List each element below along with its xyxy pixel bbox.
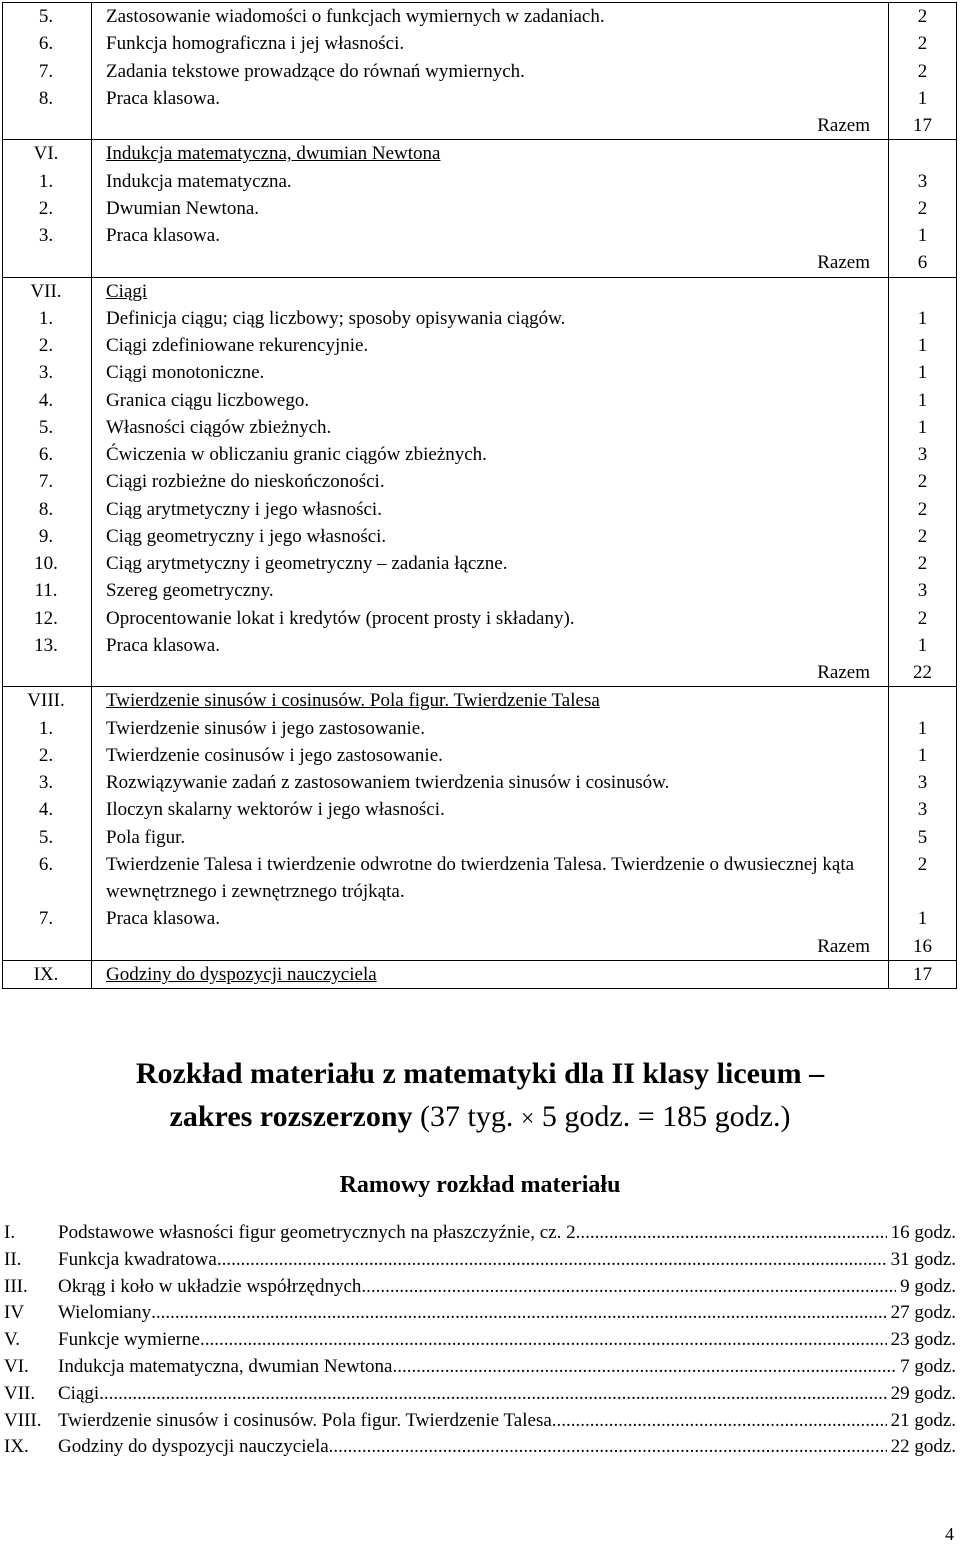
- row-hours: 2: [889, 30, 957, 57]
- row-number: 9.: [3, 523, 92, 550]
- framework-hours: 23 godz.: [890, 1329, 956, 1351]
- row-number: 13.: [3, 632, 92, 659]
- row-number: 8.: [3, 85, 92, 112]
- heading-line-2: [0, 1096, 960, 1140]
- row-hours: 1: [889, 387, 957, 414]
- framework-item: [4, 1327, 956, 1354]
- framework-title: Okrąg i koło w układzie współrzędnych: [58, 1275, 362, 1297]
- heading-weeks: (37 tyg.: [412, 1100, 521, 1133]
- row-hours: 3: [889, 796, 957, 823]
- framework-number: III.: [4, 1275, 28, 1297]
- row-number: [3, 659, 92, 687]
- syllabus-row: [3, 742, 957, 769]
- framework-item: [4, 1408, 956, 1435]
- row-number: 7.: [3, 468, 92, 495]
- framework-hours: 22 godz.: [890, 1436, 956, 1458]
- row-topic: Dwumian Newtona.: [92, 195, 889, 222]
- row-hours: 3: [889, 769, 957, 796]
- row-number: 11.: [3, 577, 92, 604]
- framework-hours: 29 godz.: [890, 1382, 956, 1404]
- framework-title: Ciągi: [58, 1382, 100, 1404]
- syllabus-row: [3, 715, 957, 742]
- syllabus-row: [3, 933, 957, 961]
- syllabus-row: [3, 632, 957, 659]
- row-hours: 16: [889, 933, 957, 961]
- row-topic: Rozwiązywanie zadań z zastosowaniem twierdzenia sinusów i cosinusów.: [92, 769, 889, 796]
- framework-list: [4, 1220, 956, 1461]
- row-number: 4.: [3, 796, 92, 823]
- framework-hours: 31 godz.: [890, 1248, 956, 1270]
- syllabus-row: [3, 195, 957, 222]
- row-hours: [889, 277, 957, 305]
- heading-hours: 5 godz. = 185 godz.): [534, 1100, 791, 1133]
- syllabus-row: [3, 550, 957, 577]
- row-number: [3, 933, 92, 961]
- row-number: 6.: [3, 441, 92, 468]
- row-number: 1.: [3, 305, 92, 332]
- row-topic: Twierdzenie Talesa i twierdzenie odwrotne do twierdzenia Talesa. Twierdzenie o dwusiecznej kąta wewnętrznego i zewnętrznego trójkąta.: [92, 851, 889, 906]
- row-hours: 1: [889, 905, 957, 932]
- row-topic: Funkcja homograficzna i jej własności.: [92, 30, 889, 57]
- row-number: VI.: [3, 140, 92, 168]
- row-number: 2.: [3, 332, 92, 359]
- page-number: 4: [945, 1524, 954, 1544]
- row-topic: Ciąg arytmetyczny i geometryczny – zadania łączne.: [92, 550, 889, 577]
- syllabus-row: [3, 112, 957, 140]
- leader-dots: [552, 1408, 887, 1435]
- row-hours: 17: [889, 960, 957, 988]
- framework-item: [4, 1354, 956, 1381]
- row-number: 5.: [3, 414, 92, 441]
- row-number: 6.: [3, 30, 92, 57]
- syllabus-row: [3, 905, 957, 932]
- framework-item: [4, 1220, 956, 1247]
- row-hours: 2: [889, 605, 957, 632]
- row-hours: [889, 687, 957, 715]
- leader-dots: [361, 1274, 896, 1301]
- row-hours: 1: [889, 715, 957, 742]
- section-title: Godziny do dyspozycji nauczyciela: [92, 960, 889, 988]
- row-total-label: Razem: [92, 112, 889, 140]
- row-topic: Praca klasowa.: [92, 905, 889, 932]
- leader-dots: [151, 1300, 886, 1327]
- framework-number: II.: [4, 1248, 22, 1270]
- row-number: 7.: [3, 58, 92, 85]
- syllabus-row: [3, 687, 957, 715]
- syllabus-row: [3, 168, 957, 195]
- row-number: 2.: [3, 195, 92, 222]
- framework-item: [4, 1274, 956, 1301]
- framework-number: IX.: [4, 1436, 29, 1458]
- framework-item: [4, 1434, 956, 1461]
- row-hours: 1: [889, 742, 957, 769]
- times-icon: ×: [520, 1106, 535, 1132]
- framework-hours: 9 godz.: [900, 1275, 956, 1297]
- row-hours: 3: [889, 441, 957, 468]
- row-number: 7.: [3, 905, 92, 932]
- row-number: [3, 112, 92, 140]
- row-topic: Ciągi rozbieżne do nieskończoności.: [92, 468, 889, 495]
- row-total-label: Razem: [92, 933, 889, 961]
- leader-dots: [393, 1354, 897, 1381]
- row-number: 5.: [3, 3, 92, 31]
- row-topic: Praca klasowa.: [92, 85, 889, 112]
- framework-number: IV: [4, 1302, 25, 1324]
- syllabus-row: [3, 468, 957, 495]
- syllabus-row: [3, 960, 957, 988]
- row-hours: 1: [889, 632, 957, 659]
- row-topic: Pola figur.: [92, 824, 889, 851]
- syllabus-row: [3, 140, 957, 168]
- row-topic: Indukcja matematyczna.: [92, 168, 889, 195]
- row-number: 2.: [3, 742, 92, 769]
- syllabus-row: [3, 332, 957, 359]
- row-hours: 1: [889, 222, 957, 249]
- leader-dots: [217, 1247, 887, 1274]
- row-topic: Ciągi zdefiniowane rekurencyjnie.: [92, 332, 889, 359]
- heading-line-1: Rozkład materiału z matematyki dla II klasy liceum –: [135, 1057, 825, 1090]
- row-number: 3.: [3, 359, 92, 386]
- syllabus-row: [3, 277, 957, 305]
- row-number: 8.: [3, 496, 92, 523]
- framework-title: Funkcje wymierne: [58, 1329, 200, 1351]
- row-number: 1.: [3, 168, 92, 195]
- row-topic: Ciąg geometryczny i jego własności.: [92, 523, 889, 550]
- syllabus-row: [3, 359, 957, 386]
- row-hours: 5: [889, 824, 957, 851]
- row-hours: 3: [889, 577, 957, 604]
- syllabus-row: [3, 796, 957, 823]
- row-number: VII.: [3, 277, 92, 305]
- row-topic: Zastosowanie wiadomości o funkcjach wymiernych w zadaniach.: [92, 3, 889, 31]
- row-hours: 2: [889, 468, 957, 495]
- syllabus-row: [3, 605, 957, 632]
- row-hours: 1: [889, 414, 957, 441]
- row-hours: 2: [889, 851, 957, 906]
- syllabus-row: [3, 659, 957, 687]
- section-title: Ciągi: [92, 277, 889, 305]
- row-topic: Oprocentowanie lokat i kredytów (procent prosty i składany).: [92, 605, 889, 632]
- row-topic: Twierdzenie sinusów i jego zastosowanie.: [92, 715, 889, 742]
- row-number: 1.: [3, 715, 92, 742]
- row-topic: Praca klasowa.: [92, 632, 889, 659]
- row-total-label: Razem: [92, 659, 889, 687]
- row-topic: Twierdzenie cosinusów i jego zastosowanie.: [92, 742, 889, 769]
- row-hours: 3: [889, 168, 957, 195]
- row-hours: 17: [889, 112, 957, 140]
- row-hours: [889, 140, 957, 168]
- framework-title: Godziny do dyspozycji nauczyciela: [58, 1436, 329, 1458]
- framework-title: Wielomiany: [58, 1302, 152, 1324]
- row-number: 10.: [3, 550, 92, 577]
- row-topic: Zadania tekstowe prowadzące do równań wymiernych.: [92, 58, 889, 85]
- syllabus-row: [3, 3, 957, 31]
- syllabus-row: [3, 414, 957, 441]
- row-hours: 1: [889, 332, 957, 359]
- row-topic: Ciąg arytmetyczny i jego własności.: [92, 496, 889, 523]
- row-number: 3.: [3, 769, 92, 796]
- row-topic: Granica ciągu liczbowego.: [92, 387, 889, 414]
- syllabus-row: [3, 577, 957, 604]
- row-hours: 1: [889, 359, 957, 386]
- row-hours: 2: [889, 195, 957, 222]
- framework-title: Funkcja kwadratowa: [58, 1248, 217, 1270]
- framework-item: [4, 1247, 956, 1274]
- leader-dots: [200, 1327, 887, 1354]
- row-hours: 2: [889, 58, 957, 85]
- row-number: 5.: [3, 824, 92, 851]
- syllabus-body: [3, 3, 957, 989]
- syllabus-row: [3, 851, 957, 906]
- syllabus-row: [3, 305, 957, 332]
- row-topic: Szereg geometryczny.: [92, 577, 889, 604]
- row-hours: 6: [889, 249, 957, 277]
- leader-dots: [576, 1220, 887, 1247]
- framework-hours: 7 godz.: [900, 1355, 956, 1377]
- framework-number: VIII.: [4, 1409, 42, 1431]
- syllabus-row: [3, 249, 957, 277]
- row-topic: Praca klasowa.: [92, 222, 889, 249]
- row-hours: 2: [889, 3, 957, 31]
- row-number: 4.: [3, 387, 92, 414]
- syllabus-row: [3, 496, 957, 523]
- syllabus-row: [3, 58, 957, 85]
- row-hours: 2: [889, 523, 957, 550]
- framework-hours: 16 godz.: [890, 1222, 956, 1243]
- row-topic: Własności ciągów zbieżnych.: [92, 414, 889, 441]
- framework-title: Indukcja matematyczna, dwumian Newtona: [58, 1355, 393, 1377]
- row-number: 3.: [3, 222, 92, 249]
- framework-title: Podstawowe własności figur geometrycznych na płaszczyźnie, cz. 2: [58, 1222, 576, 1243]
- syllabus-table: [2, 2, 957, 989]
- framework-number: VI.: [4, 1355, 29, 1377]
- syllabus-row: [3, 30, 957, 57]
- syllabus-row: [3, 85, 957, 112]
- row-topic: Ciągi monotoniczne.: [92, 359, 889, 386]
- row-total-label: Razem: [92, 249, 889, 277]
- row-topic: Ćwiczenia w obliczaniu granic ciągów zbieżnych.: [92, 441, 889, 468]
- leader-dots: [99, 1381, 886, 1408]
- syllabus-row: [3, 523, 957, 550]
- row-number: 6.: [3, 851, 92, 906]
- syllabus-row: [3, 769, 957, 796]
- row-number: VIII.: [3, 687, 92, 715]
- section-title: Indukcja matematyczna, dwumian Newtona: [92, 140, 889, 168]
- syllabus-row: [3, 222, 957, 249]
- row-hours: 22: [889, 659, 957, 687]
- framework-number: V.: [4, 1329, 21, 1351]
- framework-item: [4, 1300, 956, 1327]
- row-hours: 1: [889, 85, 957, 112]
- framework-item: [4, 1381, 956, 1408]
- syllabus-row: [3, 387, 957, 414]
- row-number: [3, 249, 92, 277]
- row-topic: Iloczyn skalarny wektorów i jego własności.: [92, 796, 889, 823]
- framework-title: Twierdzenie sinusów i cosinusów. Pola figur. Twierdzenie Talesa: [58, 1409, 552, 1431]
- row-number: 12.: [3, 605, 92, 632]
- syllabus-row: [3, 441, 957, 468]
- row-hours: 1: [889, 305, 957, 332]
- row-number: IX.: [3, 960, 92, 988]
- syllabus-row: [3, 824, 957, 851]
- framework-number: I.: [4, 1222, 16, 1243]
- framework-hours: 21 godz.: [890, 1409, 956, 1431]
- framework-number: VII.: [4, 1382, 36, 1404]
- document-heading: [0, 1052, 960, 1140]
- row-hours: 2: [889, 496, 957, 523]
- framework-heading: Ramowy rozkład materiału: [339, 1172, 621, 1198]
- leader-dots: [329, 1434, 887, 1461]
- row-topic: Definicja ciągu; ciąg liczbowy; sposoby opisywania ciągów.: [92, 305, 889, 332]
- framework-hours: 27 godz.: [890, 1302, 956, 1324]
- section-title: Twierdzenie sinusów i cosinusów. Pola figur. Twierdzenie Talesa: [92, 687, 889, 715]
- row-hours: 2: [889, 550, 957, 577]
- heading-scope: zakres rozszerzony: [169, 1100, 413, 1133]
